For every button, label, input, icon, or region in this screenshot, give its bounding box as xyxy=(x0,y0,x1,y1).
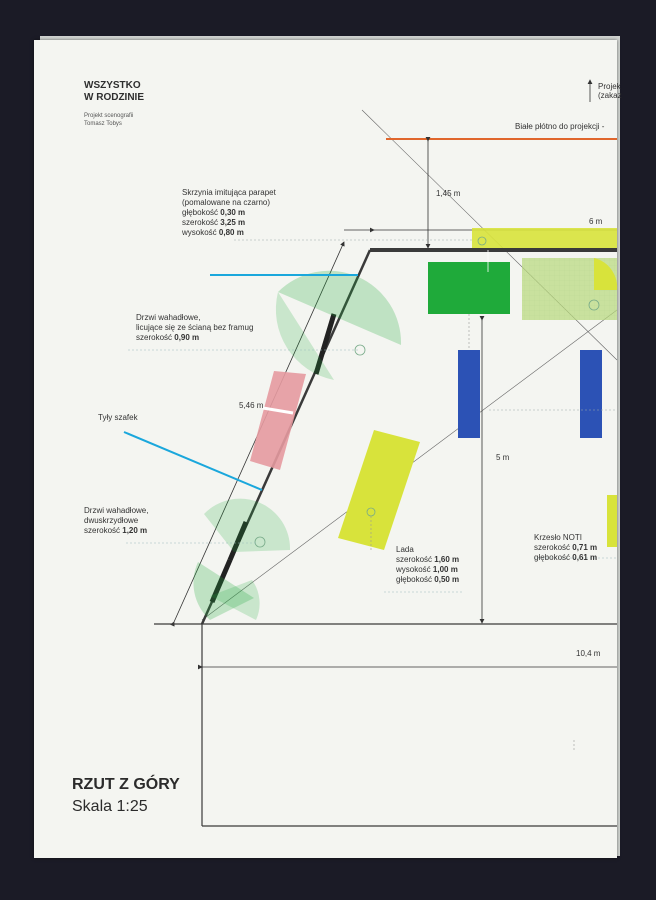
door-double-line1: Drzwi wahadłowe, xyxy=(84,506,149,515)
parapet-line1: Skrzynia imitująca parapet xyxy=(182,188,276,197)
green-block xyxy=(428,262,510,314)
pink-panel xyxy=(250,371,306,470)
dim-label-5: 5 m xyxy=(496,453,510,462)
door-double-width: szerokość 1,20 m xyxy=(84,526,148,535)
parapet-depth: głębokość 0,30 m xyxy=(182,208,246,217)
blue-column-left xyxy=(458,350,480,438)
chair-depth: głębokość 0,61 m xyxy=(534,553,598,562)
lada-height: wysokość 1,00 m xyxy=(396,565,458,574)
parapet-line2: (pomalowane na czarno) xyxy=(182,198,271,207)
screen-label: Białe płótno do projekcji - xyxy=(515,122,605,131)
door-swing-arc xyxy=(204,499,290,552)
door-double-line2: dwuskrzydłowe xyxy=(84,516,139,525)
dim-label-6: 6 m xyxy=(589,217,603,226)
dim-label-145: 1,45 m xyxy=(436,189,461,198)
door-single-line2: licujące się ze ścianą bez framug xyxy=(136,323,254,332)
project-title-line1: WSZYSTKO xyxy=(84,80,141,91)
cabinets-label: Tyły szafek xyxy=(98,413,138,422)
scale-label: Skala 1:25 xyxy=(72,798,148,815)
dim-label-546: 5,46 m xyxy=(239,401,264,410)
door-single-line1: Drzwi wahadłowe, xyxy=(136,313,201,322)
parapet-width: szerokość 3,25 m xyxy=(182,218,246,227)
blue-column-right xyxy=(580,350,602,438)
chair-width: szerokość 0,71 m xyxy=(534,543,598,552)
cyan-marker xyxy=(124,432,262,490)
plan-title: RZUT Z GÓRY xyxy=(72,776,180,793)
subtitle-line1: Projekt scenografii xyxy=(84,113,134,119)
floor-plan xyxy=(34,40,617,858)
legend-line1: Projek xyxy=(598,82,621,91)
lada-title: Lada xyxy=(396,545,414,554)
project-title-line2: W RODZINIE xyxy=(84,92,144,103)
subtitle-line2: Tomasz Tobys xyxy=(84,121,122,127)
parapet-height: wysokość 0,80 m xyxy=(182,228,244,237)
chair-title: Krzesło NOTI xyxy=(534,533,583,542)
yellow-platform xyxy=(472,228,617,250)
lada-depth: głębokość 0,50 m xyxy=(396,575,460,584)
dim-label-104: 10,4 m xyxy=(576,649,601,658)
door-single-width: szerokość 0,90 m xyxy=(136,333,200,342)
chair-noti xyxy=(607,495,617,547)
legend-line2: (zakaz xyxy=(598,91,622,100)
lada-width: szerokość 1,60 m xyxy=(396,555,460,564)
drawing-sheet xyxy=(34,40,622,858)
lada-counter xyxy=(338,430,420,550)
